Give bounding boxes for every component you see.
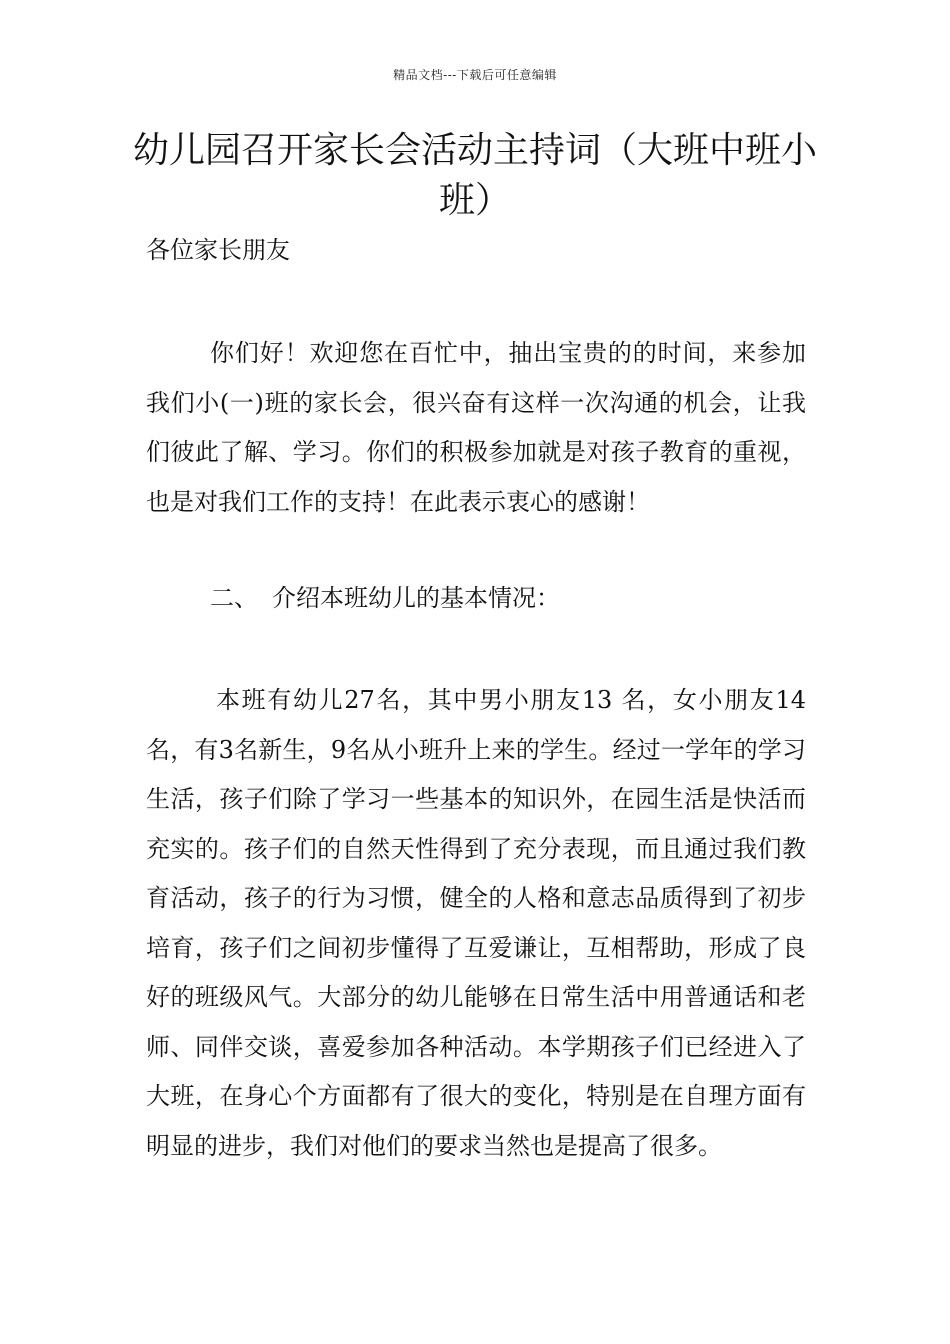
section-number: 二、	[210, 584, 258, 612]
paragraph-welcome: 你们好！欢迎您在百忙中，抽出宝贵的的时间，来参加我们小(一)班的家长会，很兴奋有这样一次沟通的机会，让我们彼此了解、学习。你们的积极参加就是对孩子教育的重视，也是对我们工作的支持！在此表示衷心的感谢！	[146, 339, 806, 516]
paragraph-class-info: 本班有幼儿27名，其中男小朋友13 名，女小朋友14名，有3名新生，9名从小班升上来的学生。经过一学年的学习生活，孩子们除了学习一些基本的知识外，在园生活是快活而充实的。孩子们的自然天性得到了充分表现，而且通过我们教育活动，孩子的行为习惯，健全的人格和意志品质得到了初步培育，孩子们之间初步懂得了互爱谦让，互相帮助，形成了良好的班级风气。大部分的幼儿能够在日常生活中用普通话和老师、同伴交谈，喜爱参加各种活动。本学期孩子们已经进入了大班，在身心个方面都有了很大的变化，特别是在自理方面有明显的进步，我们对他们的要求当然也是提高了很多。	[146, 686, 806, 1160]
salutation: 各位家长朋友	[146, 236, 290, 264]
section-heading	[210, 578, 560, 618]
header-note: 精品文档---下载后可任意编辑	[393, 68, 557, 82]
section-heading-text: 介绍本班幼儿的基本情况：	[272, 584, 560, 612]
document-title: 幼儿园召开家长会活动主持词（大班中班小班）	[132, 130, 817, 221]
